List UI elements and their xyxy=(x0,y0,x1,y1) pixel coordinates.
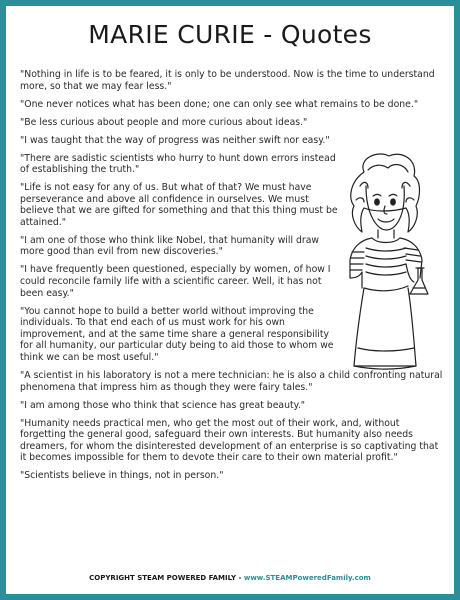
copyright-text: COPYRIGHT STEAM POWERED FAMILY xyxy=(89,574,237,582)
quote-item: "I am one of those who think like Nobel, that humanity will draw more good than evil from new discoveries." xyxy=(20,234,320,258)
quote-item: "Scientists believe in things, not in person." xyxy=(20,470,224,482)
quote-item: "I am among those who think that science has great beauty." xyxy=(20,399,306,411)
quote-item: "Nothing in life is to be feared, it is only to be understood. Now is the time to understand more, so that we may fear less." xyxy=(20,69,435,92)
page-title: MARIE CURIE - Quotes xyxy=(88,20,372,49)
quote-item: "There are sadistic scientists who hurry to hunt down errors instead of establishing the truth." xyxy=(20,152,336,176)
quote-item: "I was taught that the way of progress was neither swift nor easy." xyxy=(20,134,330,146)
quote-item: "One never notices what has been done; one can only see what remains to be done." xyxy=(20,98,419,110)
quote-item: "Humanity needs practical men, who get the most out of their work, and, without forgetting the general good, safeguard their own interests. But humanity also needs dreamers, for whom the disinterested development of an enterprise is so captivating that it becomes impossible for them to devote their care to their own material profit." xyxy=(20,417,439,464)
quote-sheet xyxy=(6,6,454,594)
copyright-footer xyxy=(6,574,454,582)
quote-item: "You cannot hope to build a better world without improving the individuals. To that end each of us must work for his own improvement, and at the same time share a general responsibility for all humanity, our particular duty being to aid those to whom we think we can be most useful." xyxy=(20,305,334,363)
marie-curie-cartoon-icon xyxy=(334,152,434,374)
footer-separator: - xyxy=(236,574,244,582)
quote-item: "Be less curious about people and more curious about ideas." xyxy=(20,116,308,128)
website-link[interactable]: www.STEAMPoweredFamily.com xyxy=(243,574,371,582)
quote-item: "I have frequently been questioned, especially by women, of how I could reconcile family life with a scientific career. Well, it has not been easy." xyxy=(20,264,331,299)
quote-item: "Life is not easy for any of us. But what of that? We must have perseverance and above all confidence in ourselves. We must believe that we are gifted for something and that this thing must be attained." xyxy=(20,182,338,228)
quote-item: "A scientist in his laboratory is not a mere technician: he is also a child confronting natural phenomena that impress him as though they were fairy tales." xyxy=(20,369,443,393)
